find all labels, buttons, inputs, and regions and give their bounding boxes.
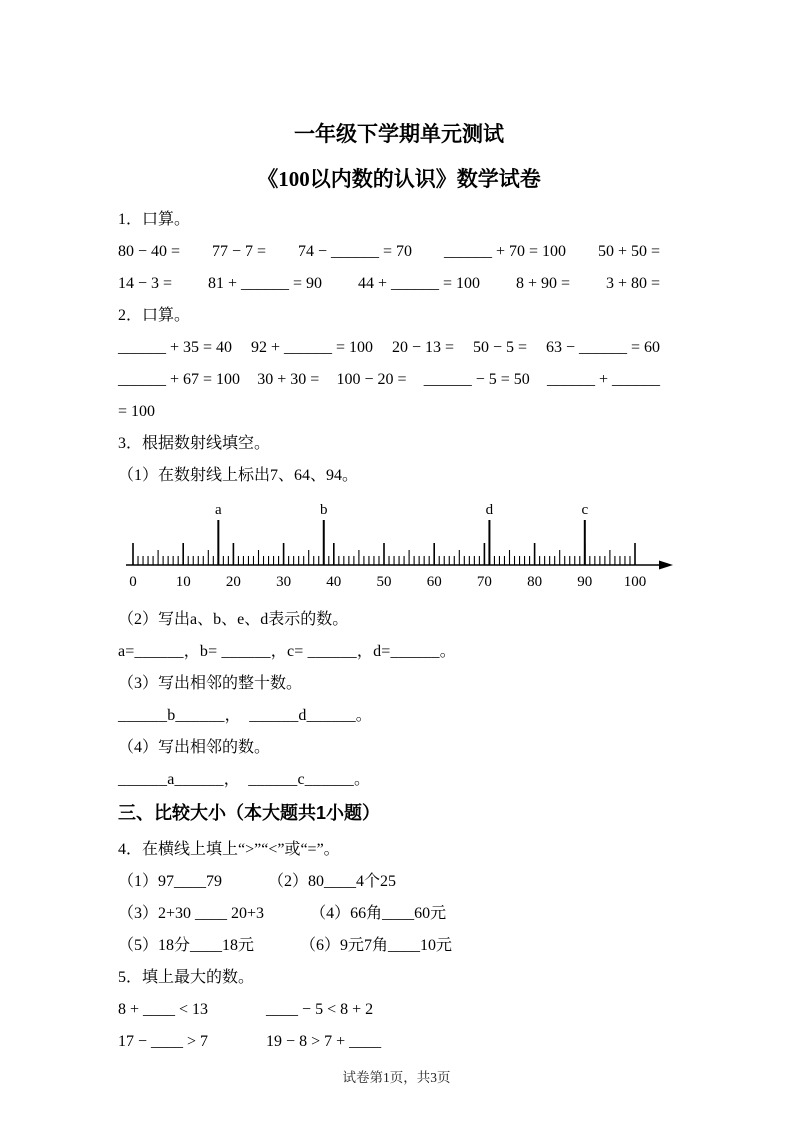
q3-sub4-blanks: ______a______， ______c______。 (118, 771, 371, 788)
q3-sub3-blanks: ______b______， ______d______。 (118, 707, 372, 724)
q5-row-2 (118, 1034, 680, 1050)
q4-label: 4．在横线上填上“>”“<”或“=”。 (118, 841, 340, 858)
comparison-item: （2）80____4个25 (268, 873, 397, 890)
svg-text:d: d (485, 502, 494, 518)
q1-row-1 (118, 244, 660, 260)
equation: 44 + ______ = 100 (357, 275, 481, 292)
q3-sub2-blanks: a=______，b= ______，c= ______，d=______。 (118, 643, 456, 660)
equation: 77 − 7 = (211, 243, 267, 260)
q2-label: 2．口算。 (118, 307, 191, 324)
number-line-figure (118, 500, 680, 600)
svg-text:30: 30 (276, 574, 292, 590)
page-subtitle: 《100以内数的认识》数学试卷 (257, 167, 541, 191)
page-title: 一年级下学期单元测试 (294, 122, 504, 146)
svg-text:60: 60 (426, 574, 442, 590)
svg-text:20: 20 (225, 574, 241, 590)
number-line (118, 500, 680, 595)
inequality-item: ____ − 5 < 8 + 2 (266, 1001, 374, 1018)
comparison-item: （6）9元7角____10元 (300, 937, 453, 954)
svg-text:50: 50 (376, 574, 392, 590)
comparison-item: （3）2+30 ____ 20+3 (118, 905, 265, 922)
equation: 20 − 13 = (391, 339, 455, 356)
q5-label: 5．填上最大的数。 (118, 969, 255, 986)
svg-text:0: 0 (129, 574, 137, 590)
page-footer: 试卷第1页，共3页 (342, 1070, 451, 1085)
equation: 74 − ______ = 70 (297, 243, 413, 260)
equation: ______ + 67 = 100 (118, 371, 241, 388)
comparison-item: （5）18分____18元 (118, 937, 255, 954)
svg-text:70: 70 (476, 574, 492, 590)
equation: 50 + 50 = (597, 243, 660, 260)
svg-text:10: 10 (175, 574, 191, 590)
section-heading-compare: 三、比较大小（本大题共1小题） (118, 803, 381, 823)
q3-sub3: （3）写出相邻的整十数。 (118, 675, 303, 692)
inequality-item: 19 − 8 > 7 + ____ (266, 1033, 382, 1050)
equation: 30 + 30 = (257, 371, 320, 388)
q4-row-1 (118, 874, 680, 890)
q2-row-1 (118, 340, 660, 356)
equation: 92 + ______ = 100 (250, 339, 374, 356)
page-content (118, 124, 680, 1066)
svg-text:80: 80 (527, 574, 543, 590)
q4-row-3 (118, 938, 680, 954)
q2-carry-line: = 100 (118, 403, 156, 420)
equation: 100 − 20 = (336, 371, 407, 388)
equation: 8 + 90 = (515, 275, 570, 292)
comparison-item: （1）97____79 (118, 873, 223, 890)
svg-text:b: b (320, 502, 328, 518)
inequality-item: 8 + ____ < 13 (118, 1001, 209, 1018)
equation: 80 − 40 = (118, 243, 181, 260)
equation: ______ + 35 = 40 (118, 339, 233, 356)
equation: 81 + ______ = 90 (207, 275, 323, 292)
svg-text:100: 100 (623, 574, 647, 590)
q5-row-1 (118, 1002, 680, 1018)
equation: 3 + 80 = (605, 275, 660, 292)
equation: ______ + 70 = 100 (443, 243, 566, 260)
equation: 14 − 3 = (118, 275, 173, 292)
q3-sub4: （4）写出相邻的数。 (118, 739, 271, 756)
equation: ______ − 5 = 50 (423, 371, 530, 388)
q4-row-2 (118, 906, 680, 922)
q3-label: 3．根据数射线填空。 (118, 435, 271, 452)
q2-row-2 (118, 372, 660, 388)
svg-text:90: 90 (577, 574, 593, 590)
equation: 63 − ______ = 60 (545, 339, 660, 356)
inequality-item: 17 − ____ > 7 (118, 1033, 209, 1050)
q1-label: 1．口算。 (118, 211, 191, 228)
svg-text:c: c (581, 502, 589, 518)
svg-text:40: 40 (326, 574, 342, 590)
equation: 50 − 5 = (472, 339, 527, 356)
equation: ______ + ______ (546, 371, 660, 388)
q1-row-2 (118, 276, 660, 292)
q3-sub2: （2）写出a、b、e、d表示的数。 (118, 611, 349, 628)
svg-text:a: a (215, 502, 222, 518)
comparison-item: （4）66角____60元 (310, 905, 447, 922)
q3-sub1: （1）在数射线上标出7、64、94。 (118, 467, 359, 484)
